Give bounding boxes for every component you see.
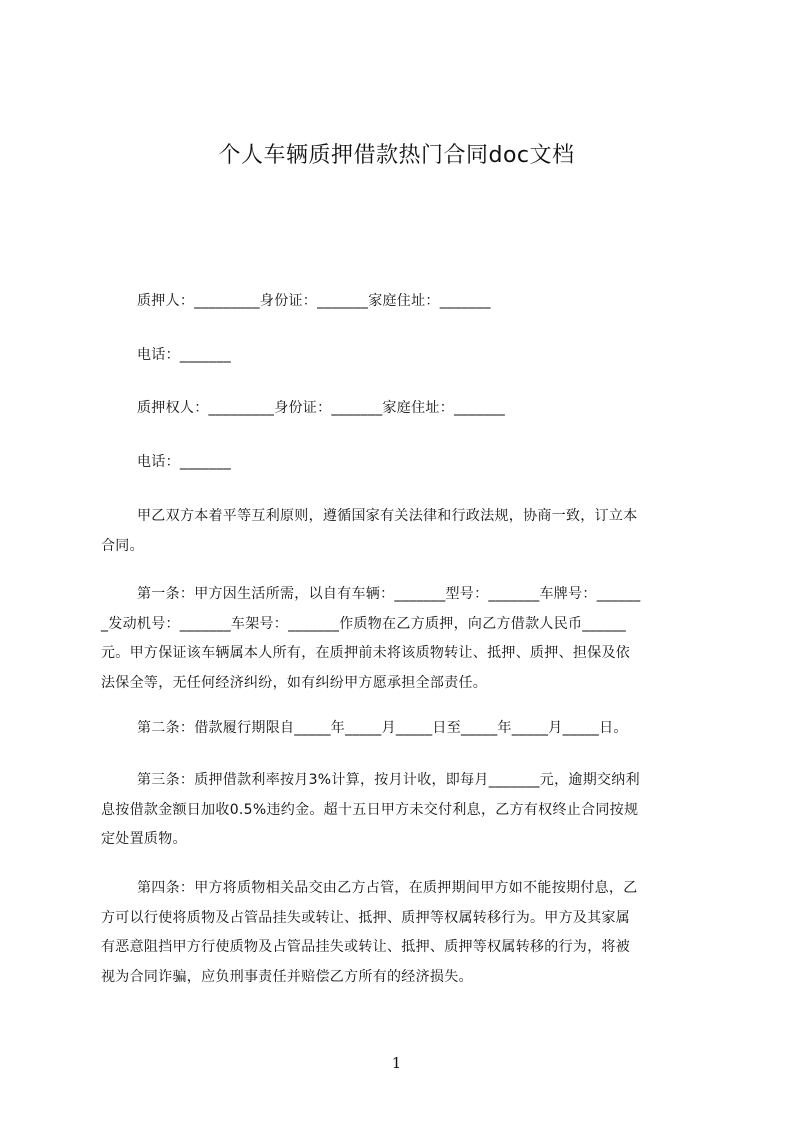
document-title: 个人车辆质押借款热门合同doc文档	[218, 143, 575, 168]
article-3-line-1: 第三条：质押借款利率按月3%计算，按月计收，即每月_______元，逾期交纳利	[137, 772, 640, 788]
article-2-line-1: 第二条：借款履行期限自_____年_____月_____日至_____年_____月_____日。	[137, 720, 628, 736]
pledgor-phone-line	[137, 341, 231, 371]
pledgor-line: 质押人：_________身份证：_______家庭住址：_______	[137, 293, 491, 309]
pledgor-phone: 电话：_______	[137, 347, 231, 363]
article-4-line-4: 视为合同诈骗，应负刑事责任并赔偿乙方所有的经济损失。	[101, 968, 473, 985]
pledgee-info-line	[137, 394, 505, 424]
pledgee-line: 质押权人：_________身份证：_______家庭住址：_______	[137, 400, 506, 416]
article-3-line-2: 息按借款金额日加收0.5%违约金。超十五日甲方未交付利息，乙方有权终止合同按规	[101, 801, 639, 818]
article-4-line-3: 有恶意阻挡甲方行使质物及占管品挂失或转让、抵押、质押等权属转移的行为，将被	[101, 939, 631, 955]
article-4-paragraph	[101, 874, 638, 992]
article-1-line-4: 法保全等，无任何经济纠纷，如有纠纷甲方愿承担全部责任。	[101, 674, 488, 691]
article-2-paragraph	[101, 714, 628, 744]
article-1-line-1: 第一条：甲方因生活所需，以自有车辆：_______型号：_______车牌号：______	[137, 586, 641, 602]
article-4-line-1: 第四条：甲方将质物相关品交由乙方占管，在质押期间甲方如不能按期付息，乙	[137, 880, 638, 896]
pledgee-phone: 电话：_______	[137, 454, 231, 470]
article-3-paragraph	[101, 766, 640, 855]
article-1-line-3: 元。甲方保证该车辆属本人所有，在质押前未将该质物转让、抵押、质押、担保及依	[101, 645, 631, 661]
article-4-line-2: 方可以行使将质物及占管品挂失或转让、抵押、质押等权属转移行为。甲方及其家属	[101, 909, 631, 926]
pledgee-phone-line	[137, 448, 231, 478]
article-1-line-2: _发动机号：_______车架号：_______作质物在乙方质押，向乙方借款人民币______	[101, 615, 627, 632]
preamble-paragraph	[101, 502, 638, 561]
pledgor-info-line	[137, 287, 491, 317]
preamble-line-2: 合同。	[101, 537, 144, 554]
preamble-line-1: 甲乙双方本着平等互利原则，遵循国家有关法律和行政法规，协商一致，订立本	[137, 508, 638, 524]
page-number: 1	[391, 1054, 402, 1072]
article-1-paragraph	[101, 580, 641, 698]
article-3-line-3: 定处置质物。	[101, 831, 187, 847]
